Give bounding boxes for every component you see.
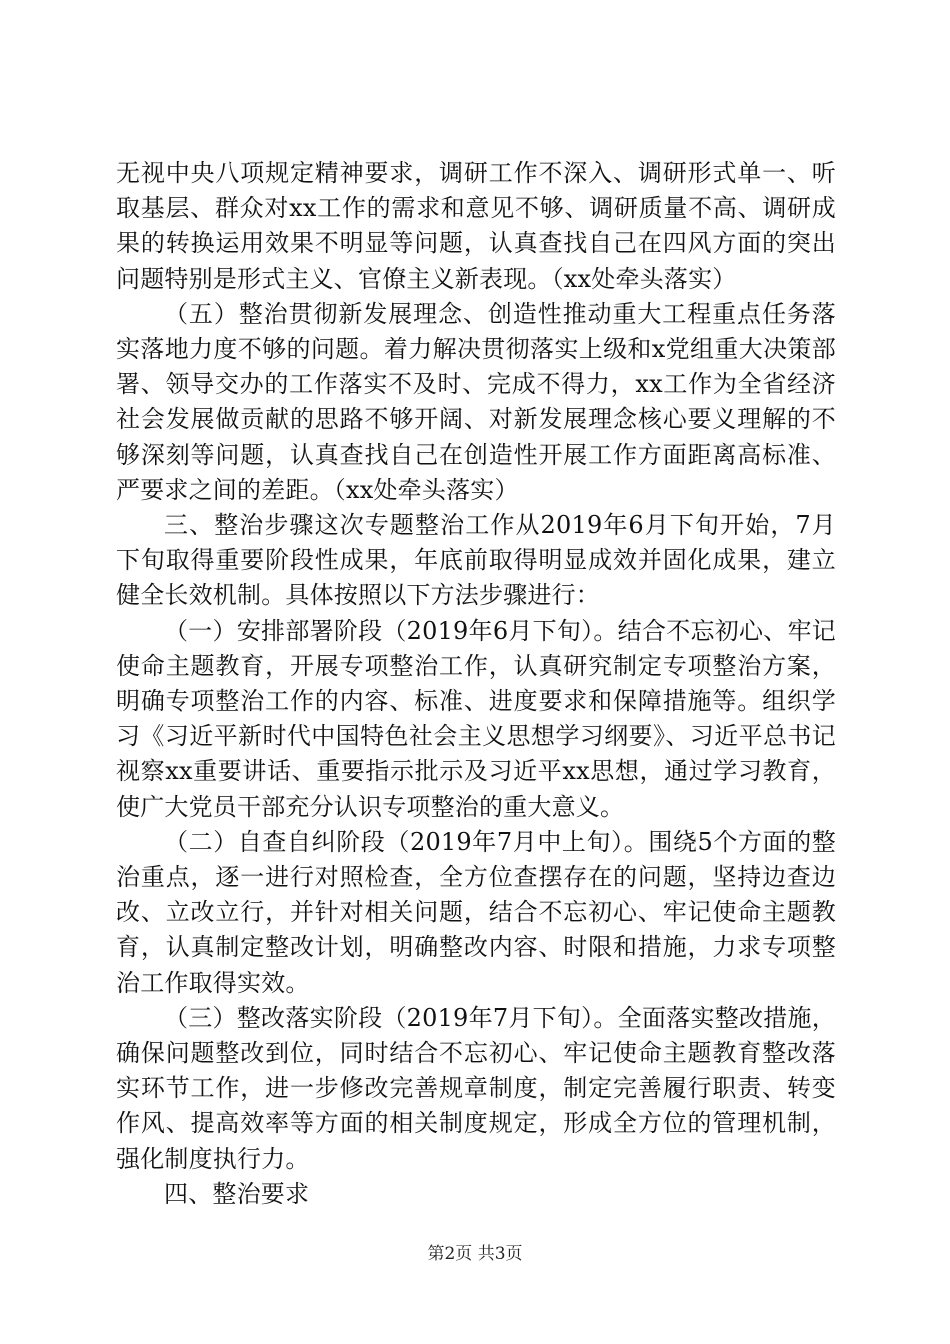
paragraph-step-three: （三）整改落实阶段（2019年7月下旬）。全面落实整改措施，确保问题整改到位，同时结合不忘初心、牢记使命主题教育整改落实环节工作，进一步修改完善规章制度，制定完善履行职责、转变作风、提高效率等方面的相关制度规定，形成全方位的管理机制，强化制度执行力。 <box>116 1003 836 1173</box>
body-text <box>116 156 836 1212</box>
paragraph-item-five: （五）整治贯彻新发展理念、创造性推动重大工程重点任务落实落地力度不够的问题。着力解决贯彻落实上级和x党组重大决策部署、领导交办的工作落实不及时、完成不得力，xx工作为全省经济社会发展做贡献的思路不够开阔、对新发展理念核心要义理解的不够深刻等问题，认真查找自己在创造性开展工作方面距离高标准、严要求之间的差距。（xx处牵头落实） <box>116 299 836 504</box>
paragraph-continuation: 无视中央八项规定精神要求，调研工作不深入、调研形式单一、听取基层、群众对xx工作的需求和意见不够、调研质量不高、调研成果的转换运用效果不明显等问题，认真查找自己在四风方面的突出问题特别是形式主义、官僚主义新表现。（xx处牵头落实） <box>116 159 836 293</box>
paragraph-step-one: （一）安排部署阶段（2019年6月下旬）。结合不忘初心、牢记使命主题教育，开展专项整治工作，认真研究制定专项整治方案，明确专项整治工作的内容、标准、进度要求和保障措施等。组织学习《习近平新时代中国特色社会主义思想学习纲要》、习近平总书记视察xx重要讲话、重要指示批示及习近平xx思想，通过学习教育，使广大党员干部充分认识专项整治的重大意义。 <box>116 616 836 821</box>
section-heading-four: 四、整治要求 <box>164 1179 310 1208</box>
paragraph-step-two: （二）自查自纠阶段（2019年7月中上旬）。围绕5个方面的整治重点，逐一进行对照检查，全方位查摆存在的问题，坚持边查边改、立改立行，并针对相关问题，结合不忘初心、牢记使命主题教育，认真制定整改计划，明确整改内容、时限和措施，力求专项整治工作取得实效。 <box>116 827 836 997</box>
page-footer: 第2页 共3页 <box>427 1244 523 1264</box>
paragraph-section-three: 三、整治步骤这次专题整治工作从2019年6月下旬开始，7月下旬取得重要阶段性成果，年底前取得明显成效并固化成果，建立健全长效机制。具体按照以下方法步骤进行： <box>116 511 836 610</box>
